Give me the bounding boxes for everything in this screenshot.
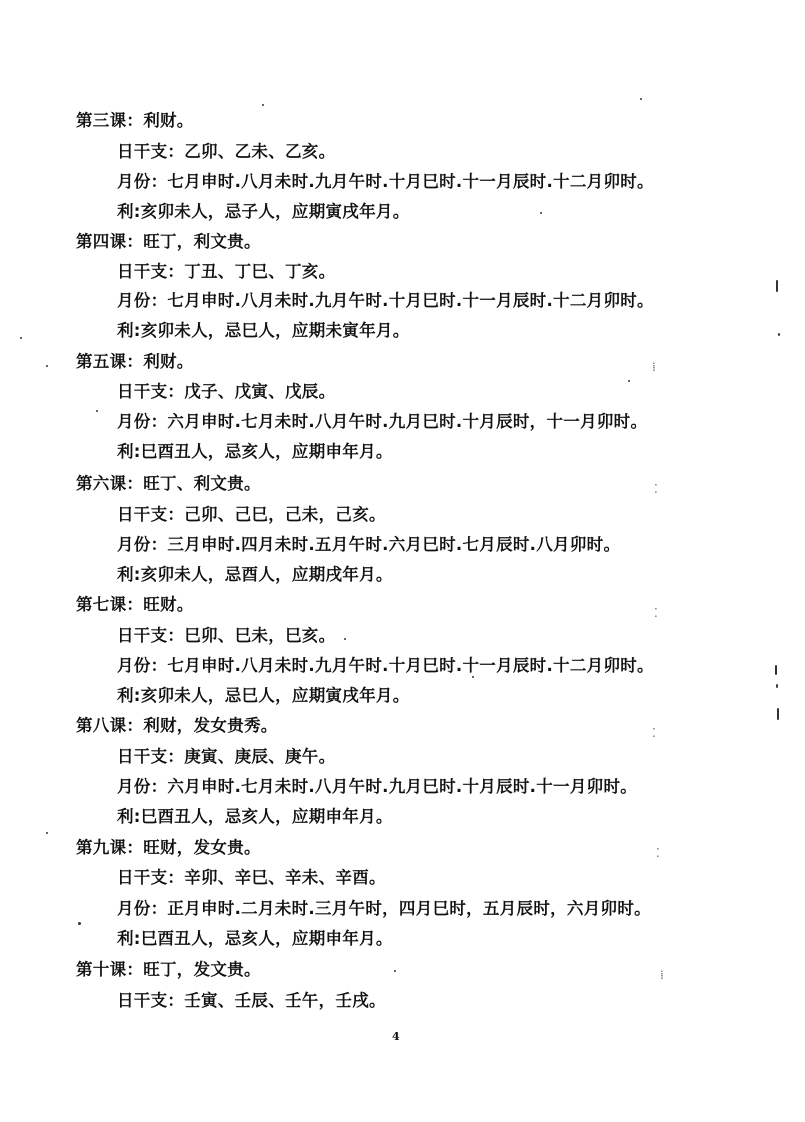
- scan-speck: [472, 676, 474, 678]
- scan-smudge: ⁚: [654, 606, 658, 620]
- scan-speck: [46, 365, 48, 367]
- lesson-heading: 第四课：旺丁，利文贵。: [76, 232, 261, 251]
- lesson-favorable: 利:巳酉丑人，忌亥人，应期申年月。: [117, 807, 393, 826]
- lesson-months: 月份：七月申时.八月未时.九月午时.十月巳时.十一月辰时.十二月卯时。: [117, 656, 654, 675]
- scan-speck: [776, 280, 778, 292]
- scan-speck: [775, 665, 777, 675]
- scan-speck: [640, 98, 642, 100]
- lesson-heading: 第六课：旺丁、利文贵。: [76, 474, 261, 493]
- scan-speck: [46, 832, 48, 834]
- lesson-favorable: 利:亥卯未人，忌巳人，应期寅戌年月。: [117, 686, 410, 705]
- lesson-heading: 第八课：利财，发女贵秀。: [76, 716, 278, 735]
- scan-speck: [777, 708, 779, 720]
- scan-speck: [262, 104, 264, 106]
- lesson-months: 月份：七月申时.八月未时.九月午时.十月巳时.十一月辰时.十二月卯时。: [117, 291, 654, 310]
- lesson-day-stems: 日干支：戊子、戊寅、戊辰。: [117, 382, 336, 401]
- lesson-favorable: 利:亥卯未人，忌巳人，应期未寅年月。: [117, 321, 410, 340]
- scan-smudge: ⁚: [652, 726, 656, 740]
- scan-speck: [540, 212, 542, 214]
- lesson-day-stems: 日干支：辛卯、辛巳、辛未、辛酉。: [117, 868, 386, 887]
- scan-smudge: ⁞: [660, 968, 664, 982]
- lesson-heading: 第十课：旺丁，发文贵。: [76, 960, 261, 979]
- scan-speck: [20, 337, 22, 339]
- lesson-day-stems: 日干支：庚寅、庚辰、庚午。: [117, 747, 336, 766]
- scan-smudge: ⁚: [656, 846, 660, 860]
- scan-smudge: ⁞: [652, 360, 656, 374]
- lesson-day-stems: 日干支：巳卯、巳未，巳亥。: [117, 626, 336, 645]
- scan-speck: [394, 970, 396, 972]
- lesson-months: 月份：正月申时.二月未时.三月午时，四月巳时，五月辰时，六月卯时。: [117, 899, 651, 918]
- lesson-months: 月份：七月申时.八月未时.九月午时.十月巳时.十一月辰时.十二月卯时。: [117, 172, 654, 191]
- scan-speck: [344, 638, 346, 640]
- lesson-day-stems: 日干支：乙卯、乙未、乙亥。: [117, 142, 336, 161]
- lesson-favorable: 利:亥卯未人，忌酉人，应期戌年月。: [117, 565, 393, 584]
- lesson-day-stems: 日干支：丁丑、丁巳、丁亥。: [117, 262, 336, 281]
- page-number: 4: [392, 1030, 400, 1043]
- scan-speck: [78, 922, 81, 925]
- lesson-favorable: 利:亥卯未人，忌子人，应期寅戌年月。: [117, 202, 410, 221]
- scan-speck: [776, 684, 778, 688]
- lesson-heading: 第五课：利财。: [76, 352, 194, 371]
- lesson-day-stems: 日干支：壬寅、壬辰、壬午，壬戌。: [117, 991, 386, 1010]
- lesson-heading: 第三课：利财。: [76, 111, 194, 130]
- scan-speck: [778, 333, 780, 336]
- lesson-months: 月份：六月申时.七月未时.八月午时.九月巳时.十月辰时，十一月卯时。: [117, 412, 648, 431]
- lesson-favorable: 利:巳酉丑人，忌亥人，应期申年月。: [117, 442, 393, 461]
- scan-speck: [96, 410, 98, 412]
- lesson-heading: 第七课：旺财。: [76, 595, 194, 614]
- lesson-months: 月份：六月申时.七月未时.八月午时.九月巳时.十月辰时.十一月卯时。: [117, 777, 638, 796]
- lesson-favorable: 利:巳酉丑人，忌亥人，应期申年月。: [117, 929, 393, 948]
- scan-speck: [628, 380, 630, 382]
- lesson-heading: 第九课：旺财，发女贵。: [76, 838, 261, 857]
- lesson-day-stems: 日干支：己卯、己巳，己未，己亥。: [117, 505, 386, 524]
- lesson-months: 月份：三月申时.四月未时.五月午时.六月巳时.七月辰时.八月卯时。: [117, 535, 621, 554]
- scan-smudge: ⁚: [654, 482, 658, 496]
